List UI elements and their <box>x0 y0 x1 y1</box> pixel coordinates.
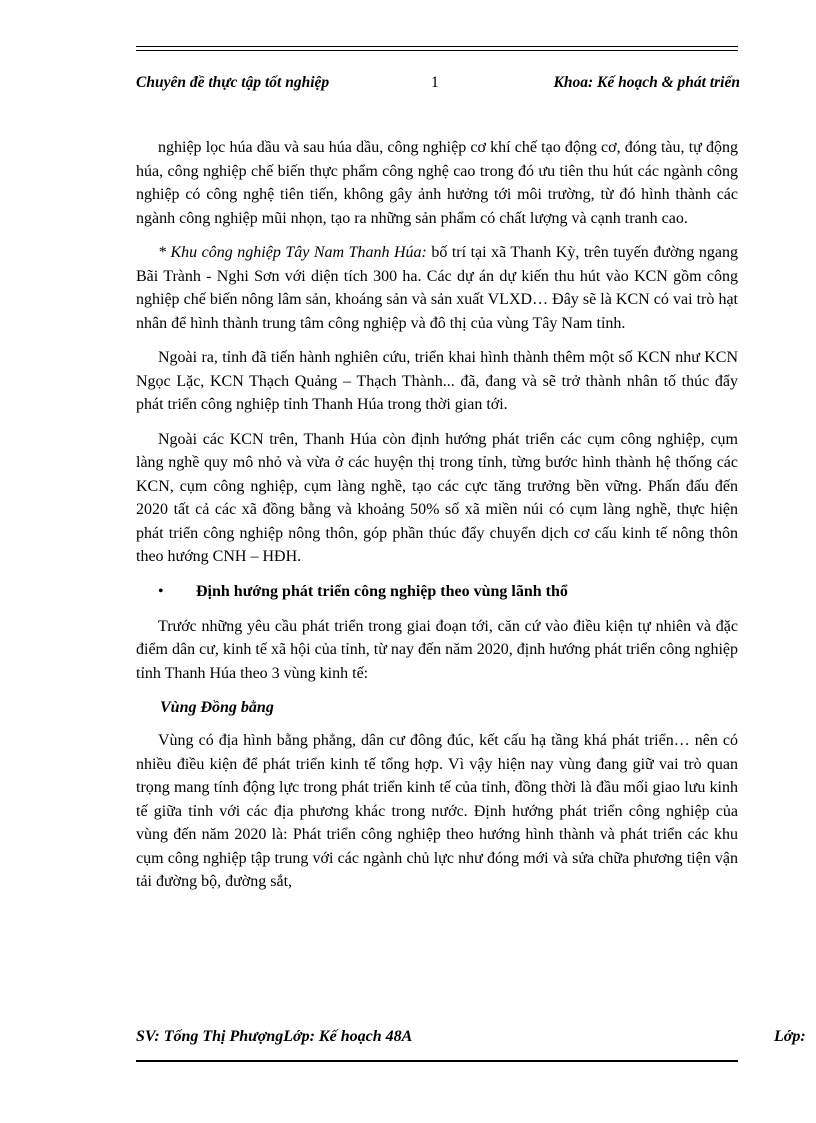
section-subheading: Vùng Đồng bằng <box>160 699 274 716</box>
paragraph-4: Ngoài các KCN trên, Thanh Húa còn định hướng phát triển các cụm công nghiệp, cụm làng nghề quy mô nhỏ và vừa ở các huyện thị trong tỉnh, từng bước hình thành hệ thống các KCN, cụm công nghiệp, cụm làng nghề, tạo các cực tăng trưởng bền vững. Phấn đấu đến 2020 tất cả các xã đồng bằng và khoảng 50% số xã miền núi có cụm làng nghề, thực hiện phát triển công nghiệp nông thôn, góp phần thúc đẩy chuyển dịch cơ cấu kinh tế nông thôn theo hướng CNH – HĐH. <box>136 430 738 565</box>
paragraph-1: nghiệp lọc húa dầu và sau húa dầu, công nghiệp cơ khí chế tạo động cơ, đóng tàu, tự động húa, công nghiệp chế biến thực phẩm công nghệ cao trong đó ưu tiên thu hút các ngành công nghiệp có công nghệ tiên tiến, không gây ảnh hưởng tới môi trường, từ đó hình thành các ngành công nghiệp mũi nhọn, tạo ra những sản phẩm có chất lượng và cạnh tranh cao. <box>136 139 738 227</box>
header-rule-bottom <box>136 50 738 51</box>
page-number: 1 <box>431 74 439 91</box>
document-body <box>136 136 738 905</box>
bullet-heading-text: Định hướng phát triển công nghiệp theo vùng lãnh thổ <box>196 582 568 600</box>
paragraph-3: Ngoài ra, tỉnh đã tiến hành nghiên cứu, triển khai hình thành thêm một số KCN như KCN Ngọc Lặc, KCN Thạch Quảng – Thạch Thành... đã, đang và sẽ trở thành nhân tố thúc đẩy phát triển công nghiệp tỉnh Thanh Húa trong thời gian tới. <box>136 349 738 413</box>
header-department: Khoa: Kế hoạch & phát triển <box>553 74 740 91</box>
paragraph-5: Trước những yêu cầu phát triển trong giai đoạn tới, căn cứ vào điều kiện tự nhiên và đặc điểm dân cư, kinh tế xã hội của tỉnh, từ nay đến năm 2020, định hướng phát triển công nghiệp tỉnh Thanh Húa theo 3 vùng kinh tế: <box>136 617 738 682</box>
paragraph-2-text: bố trí tại xã Thanh Kỳ, trên tuyến đường ngang Bãi Trành - Nghi Sơn với diện tích 300 ha. Các dự án dự kiến thu hút vào KCN gồm công nghiệp chế biến nông lâm sản, khoáng sản và sản xuất VLXD… Đây sẽ là KCN có vai trò hạt nhân để hình thành trung tâm công nghiệp và đô thị của vùng Tây Nam tỉnh. <box>136 244 739 332</box>
page-footer <box>136 1028 816 1050</box>
bullet-heading <box>136 580 738 604</box>
paragraph-2-title: * Khu công nghiệp Tây Nam Thanh Húa: <box>158 244 427 261</box>
footer-rule <box>136 1060 738 1062</box>
paragraph-2 <box>136 241 738 335</box>
header-title: Chuyên đề thực tập tốt nghiệp <box>136 74 330 91</box>
footer-class: Lớp: <box>774 1028 806 1045</box>
footer-student: SV: Tống Thị PhượngLớp: Kế hoạch 48A <box>136 1028 413 1045</box>
page-header <box>136 74 740 96</box>
paragraph-6: Vùng có địa hình bằng phẳng, dân cư đông đúc, kết cấu hạ tầng khá phát triển… nên có nhiều điều kiện để phát triển kinh tế tổng hợp. Vì vậy hiện nay vùng đang giữ vai trò quan trọng mang tính động lực trong phát triển kinh tế của tỉnh, đồng thời là đầu mối giao lưu kinh tế giữa tỉnh với các địa phương khác trong nước. Định hướng phát triển công nghiệp của vùng đến năm 2020 là: Phát triển công nghiệp theo hướng hình thành và phát triển các khu cụm công nghiệp tập trung với các ngành chủ lực như đóng mới và sửa chữa phương tiện vận tải đường bộ, đường sắt, <box>136 732 738 890</box>
header-rule-top <box>136 46 738 47</box>
bullet-icon: • <box>158 582 164 600</box>
